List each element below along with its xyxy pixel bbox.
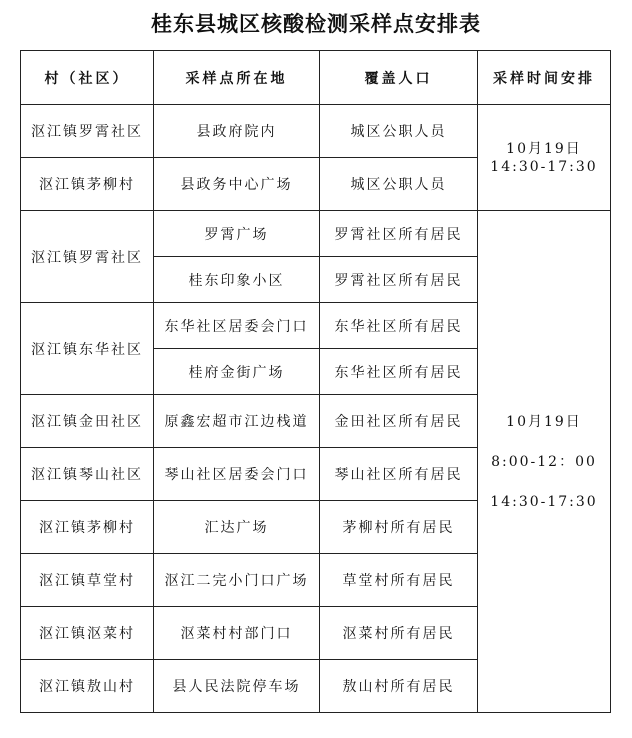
schedule-table bbox=[20, 50, 611, 713]
site-cell: 桂东印象小区 bbox=[154, 257, 320, 303]
site-cell: 东华社区居委会门口 bbox=[154, 303, 320, 349]
coverage-cell: 琴山社区所有居民 bbox=[320, 448, 478, 501]
site-cell: 县政府院内 bbox=[154, 105, 320, 158]
coverage-cell: 金田社区所有居民 bbox=[320, 395, 478, 448]
coverage-cell: 敖山村所有居民 bbox=[320, 660, 478, 713]
coverage-cell: 城区公职人员 bbox=[320, 105, 478, 158]
village-cell: 沤江镇敖山村 bbox=[21, 660, 154, 713]
village-cell: 沤江镇罗霄社区 bbox=[21, 105, 154, 158]
time-cell-group1 bbox=[478, 105, 611, 211]
site-cell: 罗霄广场 bbox=[154, 211, 320, 257]
table-header-row bbox=[21, 51, 611, 105]
site-cell: 沤江二完小门口广场 bbox=[154, 554, 320, 607]
village-cell: 沤江镇草堂村 bbox=[21, 554, 154, 607]
site-cell: 县人民法院停车场 bbox=[154, 660, 320, 713]
coverage-cell: 东华社区所有居民 bbox=[320, 303, 478, 349]
table-row bbox=[21, 211, 611, 257]
header-village: 村（社区） bbox=[21, 51, 154, 105]
village-cell: 沤江镇沤菜村 bbox=[21, 607, 154, 660]
village-cell: 沤江镇东华社区 bbox=[21, 303, 154, 395]
header-coverage: 覆盖人口 bbox=[320, 51, 478, 105]
village-cell: 沤江镇茅柳村 bbox=[21, 501, 154, 554]
time-range: 14:30-17:30 bbox=[490, 158, 598, 175]
coverage-cell: 东华社区所有居民 bbox=[320, 349, 478, 395]
village-cell: 沤江镇琴山社区 bbox=[21, 448, 154, 501]
table-row bbox=[21, 105, 611, 158]
village-cell: 沤江镇茅柳村 bbox=[21, 158, 154, 211]
coverage-cell: 沤菜村所有居民 bbox=[320, 607, 478, 660]
site-cell: 桂府金街广场 bbox=[154, 349, 320, 395]
time-cell-group2 bbox=[478, 211, 611, 713]
site-cell: 原鑫宏超市江边栈道 bbox=[154, 395, 320, 448]
coverage-cell: 罗霄社区所有居民 bbox=[320, 257, 478, 303]
coverage-cell: 茅柳村所有居民 bbox=[320, 501, 478, 554]
coverage-cell: 草堂村所有居民 bbox=[320, 554, 478, 607]
time-morning: 8:00-12：00 bbox=[491, 453, 597, 470]
village-cell: 沤江镇罗霄社区 bbox=[21, 211, 154, 303]
site-cell: 琴山社区居委会门口 bbox=[154, 448, 320, 501]
header-time: 采样时间安排 bbox=[478, 51, 611, 105]
time-date: 10月19日 bbox=[506, 140, 582, 157]
site-cell: 汇达广场 bbox=[154, 501, 320, 554]
time-afternoon: 14:30-17:30 bbox=[490, 493, 598, 510]
page-title: 桂东县城区核酸检测采样点安排表 bbox=[151, 12, 481, 36]
village-cell: 沤江镇金田社区 bbox=[21, 395, 154, 448]
coverage-cell: 城区公职人员 bbox=[320, 158, 478, 211]
site-cell: 县政务中心广场 bbox=[154, 158, 320, 211]
header-site: 采样点所在地 bbox=[154, 51, 320, 105]
site-cell: 沤菜村村部门口 bbox=[154, 607, 320, 660]
time-date: 10月19日 bbox=[506, 413, 582, 430]
coverage-cell: 罗霄社区所有居民 bbox=[320, 211, 478, 257]
